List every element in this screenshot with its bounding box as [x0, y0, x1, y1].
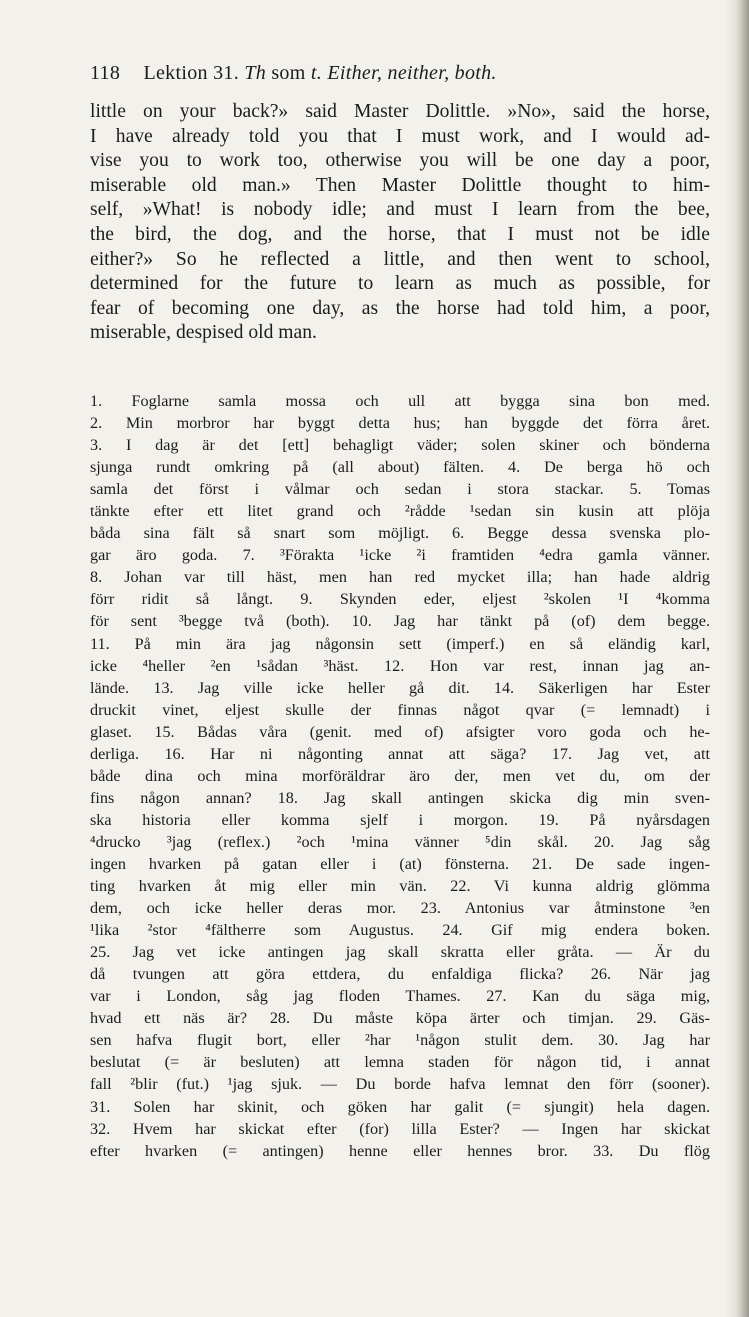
exercise-line: gar äro goda. 7. ³Förakta ¹icke ²i framtiden ⁴edra gamla vänner. [90, 546, 710, 565]
exercise-line: förr ridit så långt. 9. Skynden eder, eljest ²skolen ¹I ⁴komma [90, 590, 710, 609]
exercise-line: lände. 13. Jag ville icke heller gå dit. 14. Säkerligen har Ester [90, 678, 710, 697]
exercise-line: efter hvarken (= antingen) henne eller hennes bror. 33. Du flög [90, 1141, 710, 1160]
exercise-line: 8. Johan var till häst, men han red mycket illa; han hade aldrig [90, 568, 710, 587]
exercise-line: 25. Jag vet icke antingen jag skall skratta eller gråta. — Är du [90, 943, 710, 962]
prose-line: self, »What! is nobody idle; and must I learn from the bee, [90, 199, 710, 221]
prose-line: little on your back?» said Master Dolittle. »No», said the horse, [90, 101, 710, 122]
exercise-line: druckit vinet, eljest skulle der finnas något qvar (= lemnadt) i [90, 700, 710, 719]
exercise-line: glaset. 15. Bådas våra (genit. med of) afsigter voro goda och he- [90, 722, 710, 741]
prose-line: vise you to work too, otherwise you will be one day a poor, [90, 150, 710, 172]
exercise-line: 1. Foglarne samla mossa och ull att bygga sina bon med. [90, 392, 710, 410]
exercise-line: ⁴drucko ³jag (reflex.) ²och ¹mina vänner ⁵din skål. 20. Jag såg [90, 832, 710, 851]
exercise-line: 2. Min morbror har byggt detta hus; han byggde det förra året. [90, 414, 710, 433]
prose-line: miserable, despised old man. [90, 322, 317, 344]
exercise-line: ska historia eller komma sjelf i morgon. 19. På nyårsdagen [90, 810, 710, 829]
topic-rest: Either, neither, both. [322, 62, 497, 84]
exercise-line: sjunga rundt omkring på (all about) fälten. 4. De berga hö och [90, 458, 710, 477]
exercise-line: ¹lika ²stor ⁴fältherre som Augustus. 24. Gif mig endera boken. [90, 921, 710, 940]
exercise-line: 31. Solen har skinit, och göken har galit (= sjungit) hela dagen. [90, 1097, 710, 1116]
exercise-line: fall ²blir (fut.) ¹jag sjuk. — Du borde hafva lemnat den förr (sooner). [90, 1075, 710, 1094]
exercise-line: dem, och icke heller deras mor. 23. Antonius var åtminstone ³en [90, 899, 710, 918]
exercise-line: 3. I dag är det [ett] behagligt väder; solen skiner och bönderna [90, 436, 710, 455]
exercise-line: derliga. 16. Har ni någonting annat att säga? 17. Jag vet, att [90, 744, 710, 763]
topic-som: som [266, 62, 311, 84]
exercise-line: samla det först i vålmar och sedan i stora stackar. 5. Tomas [90, 480, 710, 499]
exercise-line: ting hvarken åt mig eller min vän. 22. Vi kunna aldrig glömma [90, 877, 710, 896]
prose-line: determined for the future to learn as much as possible, for [90, 273, 710, 295]
exercise-line: hvad ett näs är? 28. Du måste köpa ärter och timjan. 29. Gäs- [90, 1009, 710, 1028]
exercise-block [90, 390, 710, 1162]
exercise-line: icke ⁴heller ²en ¹sådan ³häst. 12. Hon var rest, innan jag an- [90, 656, 710, 675]
book-spine-edge [735, 0, 749, 1317]
running-header [90, 62, 690, 85]
prose-line: fear of becoming one day, as the horse had told him, a poor, [90, 297, 710, 319]
exercise-line: 32. Hvem har skickat efter (for) lilla Ester? — Ingen har skickat [90, 1119, 710, 1138]
prose-line: the bird, the dog, and the horse, that I must not be idle [90, 223, 710, 245]
exercise-line: både dina och mina morföräldrar äro der, men vet du, om der [90, 766, 710, 785]
exercise-line: båda sina fält så snart som möjligt. 6. Begge dessa svenska plo- [90, 524, 710, 543]
exercise-line: då tvungen att göra ettdera, du enfaldiga flicka? 26. När jag [90, 965, 710, 984]
topic-th: Th [244, 62, 267, 84]
exercise-line: var i London, såg jag floden Thames. 27. Kan du säga mig, [90, 987, 710, 1006]
exercise-line: sen hafva flugit bort, eller ²har ¹någon stulit dem. 30. Jag har [90, 1031, 710, 1050]
exercise-line: ingen hvarken på gatan eller i (at) fönsterna. 21. De sade ingen- [90, 854, 710, 873]
exercise-line: 11. På min ära jag någonsin sett (imperf.) en så eländig karl, [90, 634, 710, 653]
exercise-line: tänkte efter ett litet grand och ²rådde ¹sedan sin kusin att plöja [90, 502, 710, 521]
prose-line: miserable old man.» Then Master Dolittle thought to him- [90, 174, 710, 196]
prose-line: either?» So he reflected a little, and then went to school, [90, 248, 710, 270]
exercise-line: fins någon annan? 18. Jag skall antingen skicka dig min sven- [90, 788, 710, 807]
exercise-line: beslutat (= är besluten) att lemna staden för någon tid, i annat [90, 1053, 710, 1072]
binding-shadow [725, 0, 735, 1317]
prose-line: I have already told you that I must work, and I would ad- [90, 125, 710, 147]
story-paragraph [90, 100, 710, 346]
lesson-label: Lektion 31. [143, 62, 239, 84]
topic-t: t. [310, 62, 323, 84]
page-number: 118 [90, 62, 121, 84]
exercise-line: för sent ³begge två (both). 10. Jag har tänkt på (of) dem begge. [90, 612, 710, 631]
